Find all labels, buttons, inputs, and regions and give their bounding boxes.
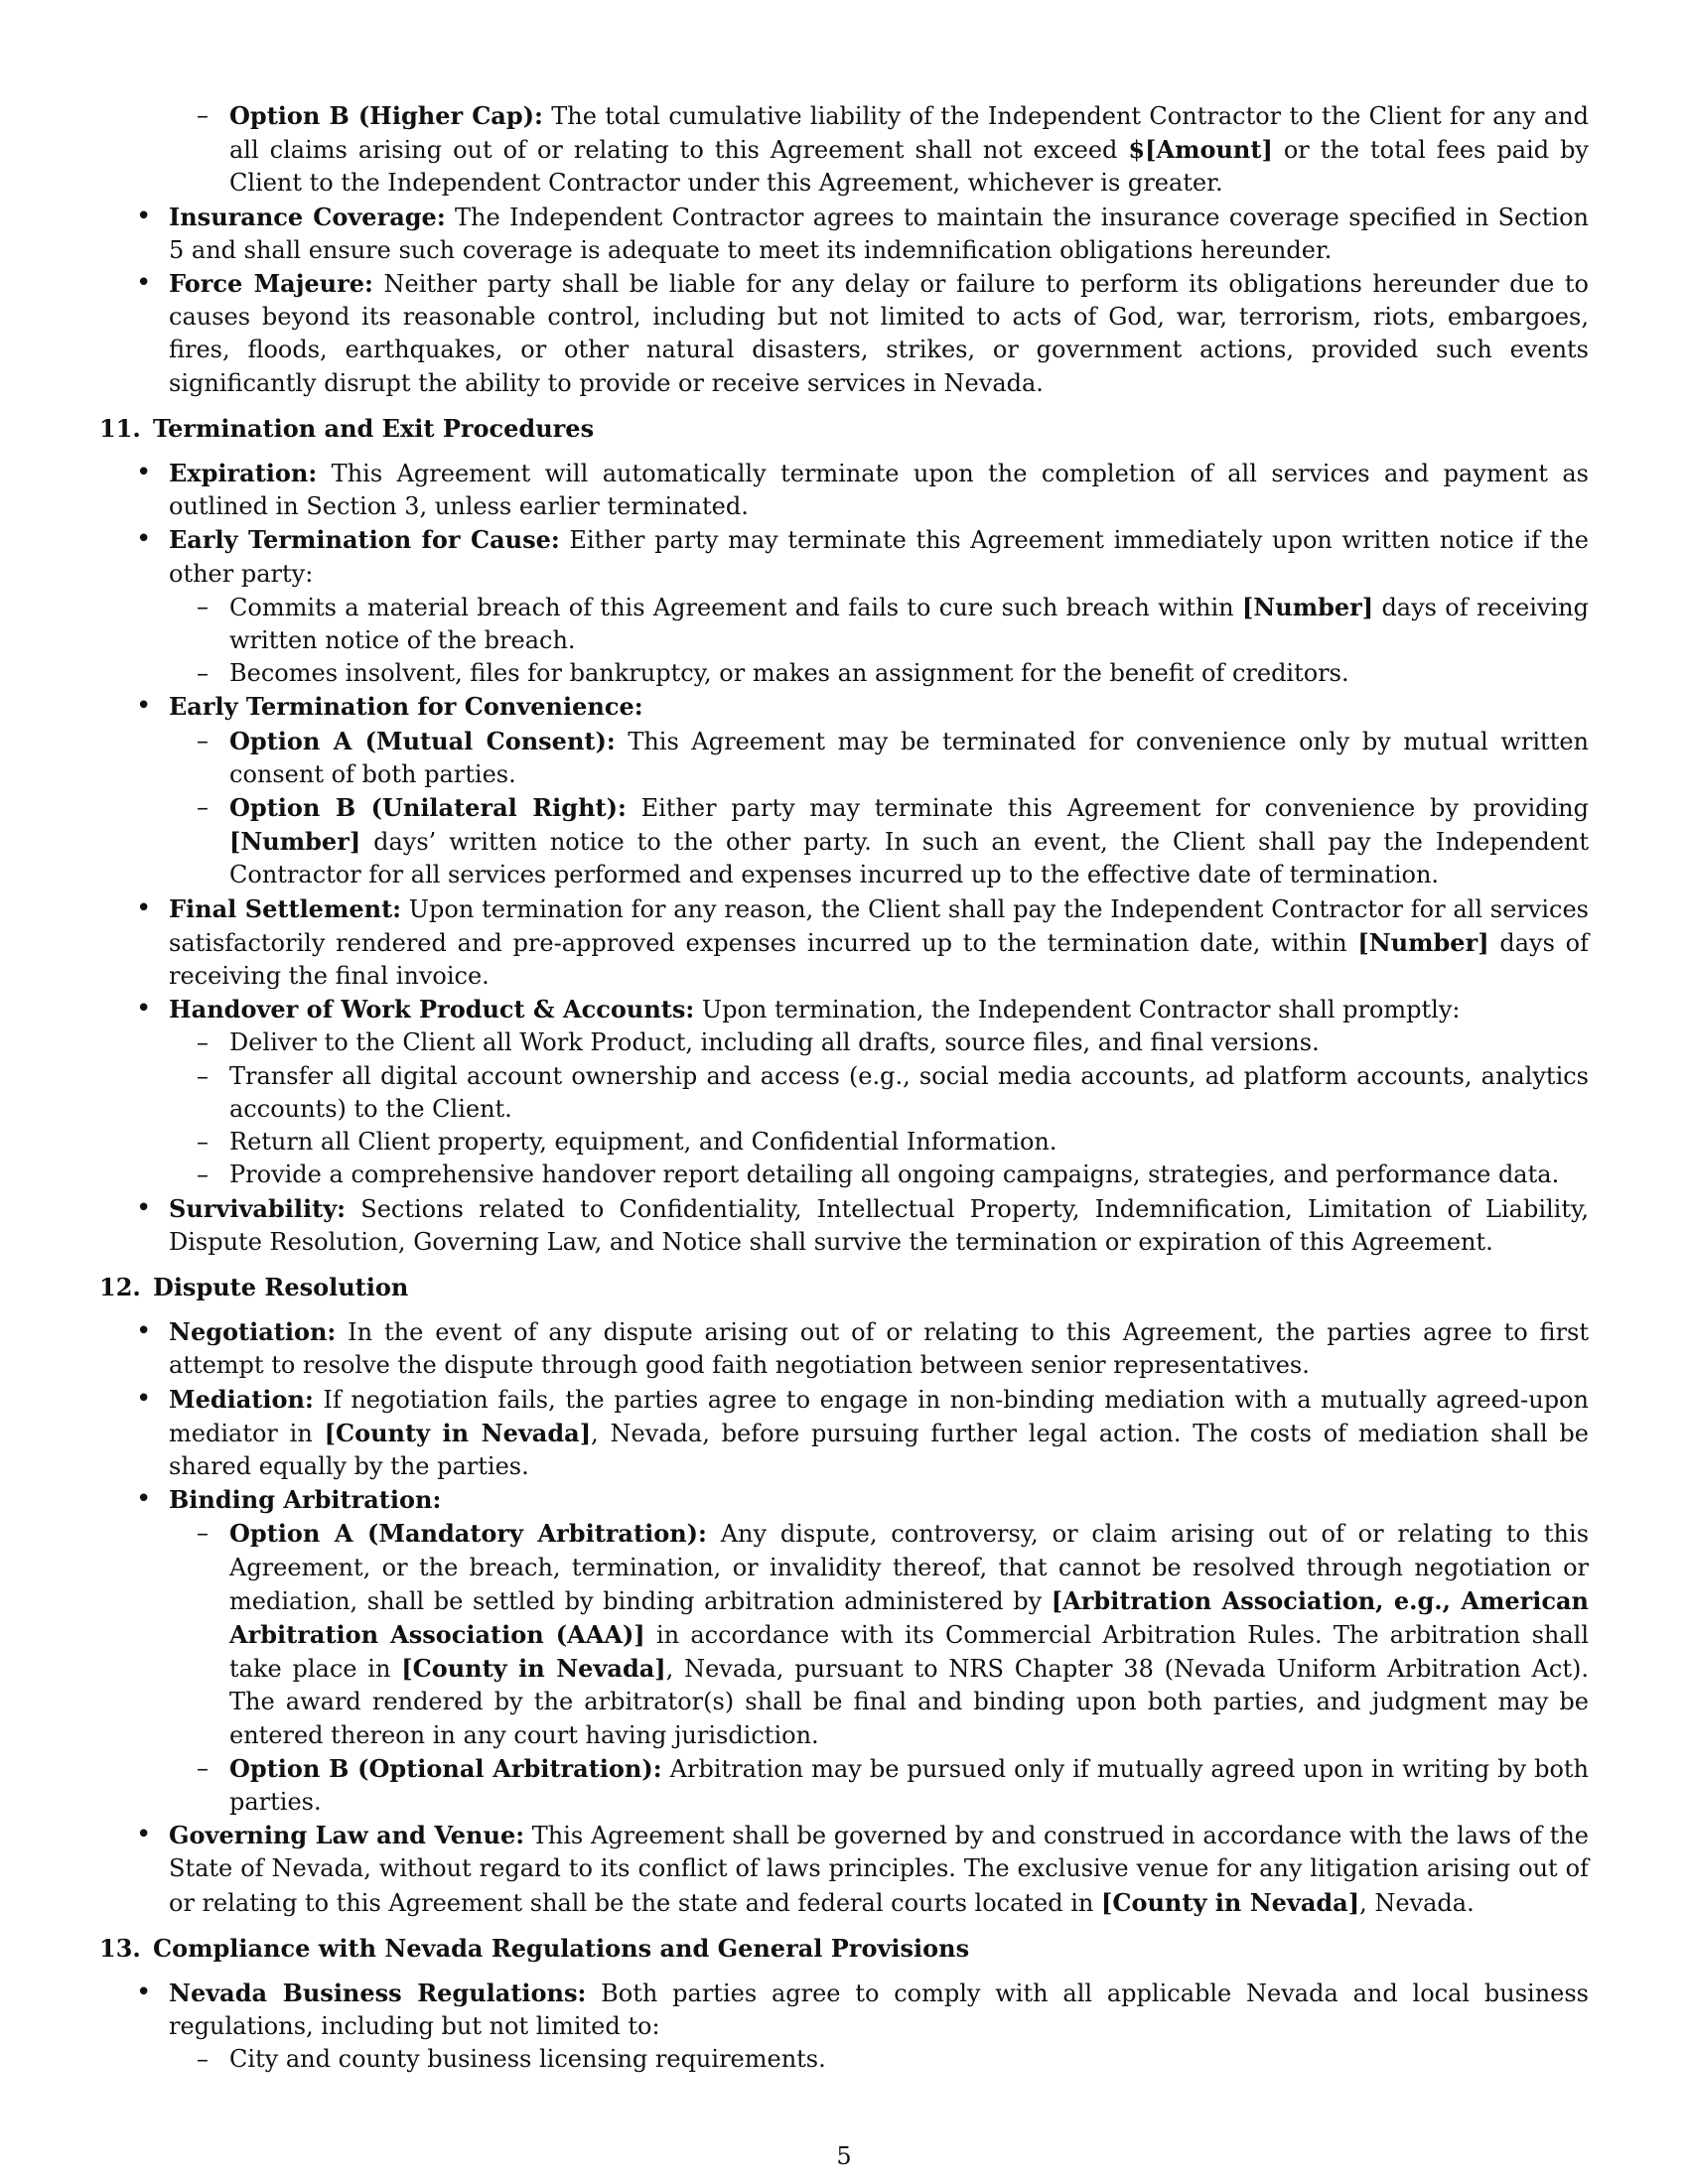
binding-arbitration-item: • Binding Arbitration: (99, 1483, 1589, 1517)
material-breach-subitem: – Commits a material breach of this Agreement and fails to cure such breach within [Number] days of receiving written notice of the breach. (99, 591, 1589, 657)
licensing-subitem: – City and county business licensing requirements. (99, 2043, 1589, 2076)
section-11-heading: 11. Termination and Exit Procedures (99, 413, 595, 443)
handover-subitem: – Provide a comprehensive handover report detailing all ongoing campaigns, strategies, and performance data. (99, 1159, 1589, 1191)
mediation-item: • Mediation: If negotiation fails, the parties agree to engage in non-binding mediation with a mutually agreed-upon mediator in [County in Nevada], Nevada, before pursuing further legal action. The costs of mediation shall be shared equally by the parties. (99, 1383, 1589, 1484)
handover-subitem: – Return all Client property, equipment, and Confidential Information. (99, 1126, 1589, 1159)
document-page (99, 99, 1589, 2077)
force-majeure-item: • Force Majeure: Neither party shall be liable for any delay or failure to perform its obligations hereunder due to causes beyond its reasonable control, including but not limited to acts of God, war, terrorism, riots, embargoes, fires, floods, earthquakes, or other natural disasters, strikes, or government actions, provided such events significantly disrupt the ability to provide or receive services in Nevada. (99, 267, 1589, 400)
insurance-coverage-item: • Insurance Coverage: The Independent Contractor agrees to maintain the insurance coverage specified in Section 5 and shall ensure such coverage is adequate to meet its indemnification obligations hereunder. (99, 201, 1589, 267)
negotiation-item: • Negotiation: In the event of any dispute arising out of or relating to this Agreement, the parties agree to first attempt to resolve the dispute through good faith negotiation between senior representatives. (99, 1315, 1589, 1382)
handover-subitem: – Transfer all digital account ownership and access (e.g., social media accounts, ad platform accounts, analytics accounts) to the Client. (99, 1060, 1589, 1126)
survivability-item: • Survivability: Sections related to Confidentiality, Intellectual Property, Indemnification, Limitation of Liability, Dispute Resolution, Governing Law, and Notice shall survive the termination or expiration of this Agreement. (99, 1192, 1589, 1259)
handover-subitem: – Deliver to the Client all Work Product, including all drafts, source files, and final versions. (99, 1026, 1589, 1059)
expiration-item: • Expiration: This Agreement will automatically terminate upon the completion of all services and payment as outlined in Section 3, unless earlier terminated. (99, 457, 1589, 523)
termination-for-cause-item: • Early Termination for Cause: Either party may terminate this Agreement immediately upon written notice if the other party: (99, 523, 1589, 590)
option-b-higher-cap: – Option B (Higher Cap): The total cumulative liability of the Independent Contractor to the Client for any and all claims arising out of or relating to this Agreement shall not exceed $[Amount] or the total fees paid by Client to the Independent Contractor under this Agreement, whichever is greater. (99, 99, 1589, 201)
handover-item: • Handover of Work Product & Accounts: Upon termination, the Independent Contractor shall promptly: (99, 993, 1589, 1026)
page-number: 5 (836, 2142, 852, 2170)
governing-law-item: • Governing Law and Venue: This Agreement shall be governed by and construed in accordance with the laws of the State of Nevada, without regard to its conflict of laws principles. The exclusive venue for any litigation arising out of or relating to this Agreement shall be the state and federal courts located in [County in Nevada], Nevada. (99, 1819, 1589, 1920)
insolvency-subitem: – Becomes insolvent, files for bankruptcy, or makes an assignment for the benefit of creditors. (99, 657, 1589, 690)
termination-for-convenience-item: • Early Termination for Convenience: (99, 690, 1589, 724)
final-settlement-item: • Final Settlement: Upon termination for any reason, the Client shall pay the Independent Contractor for all services satisfactorily rendered and pre-approved expenses incurred up to the termination date, within [Number] days of receiving the final invoice. (99, 892, 1589, 994)
option-b-optional-arbitration: – Option B (Optional Arbitration): Arbitration may be pursued only if mutually agreed upon in writing by both parties. (99, 1752, 1589, 1819)
section-12-heading: 12. Dispute Resolution (99, 1272, 409, 1301)
option-a-mandatory-arbitration: – Option A (Mandatory Arbitration): Any dispute, controversy, or claim arising out of or relating to this Agreement, or the breach, termination, or invalidity thereof, that cannot be resolved through negotiation or mediation, shall be settled by binding arbitration administered by [Arbitration Association, e.g., American Arbitration Association (AAA)] in accordance with its Commercial Arbitration Rules. The arbitration shall take place in [County in Nevada], Nevada, pursuant to NRS Chapter 38 (Nevada Uniform Arbitration Act). The award rendered by the arbitrator(s) shall be final and binding upon both parties, and judgment may be entered thereon in any court having jurisdiction. (99, 1517, 1589, 1751)
section-13-heading: 13. Compliance with Nevada Regulations and General Provisions (99, 1933, 970, 1963)
option-a-mutual-consent: – Option A (Mutual Consent): This Agreement may be terminated for convenience only by mutual written consent of both parties. (99, 725, 1589, 791)
nevada-regulations-item: • Nevada Business Regulations: Both parties agree to comply with all applicable Nevada and local business regulations, including but not limited to: (99, 1977, 1589, 2043)
option-b-unilateral-right: – Option B (Unilateral Right): Either party may terminate this Agreement for convenience by providing [Number] days’ written notice to the other party. In such an event, the Client shall pay the Independent Contractor for all services performed and expenses incurred up to the effective date of termination. (99, 791, 1589, 892)
